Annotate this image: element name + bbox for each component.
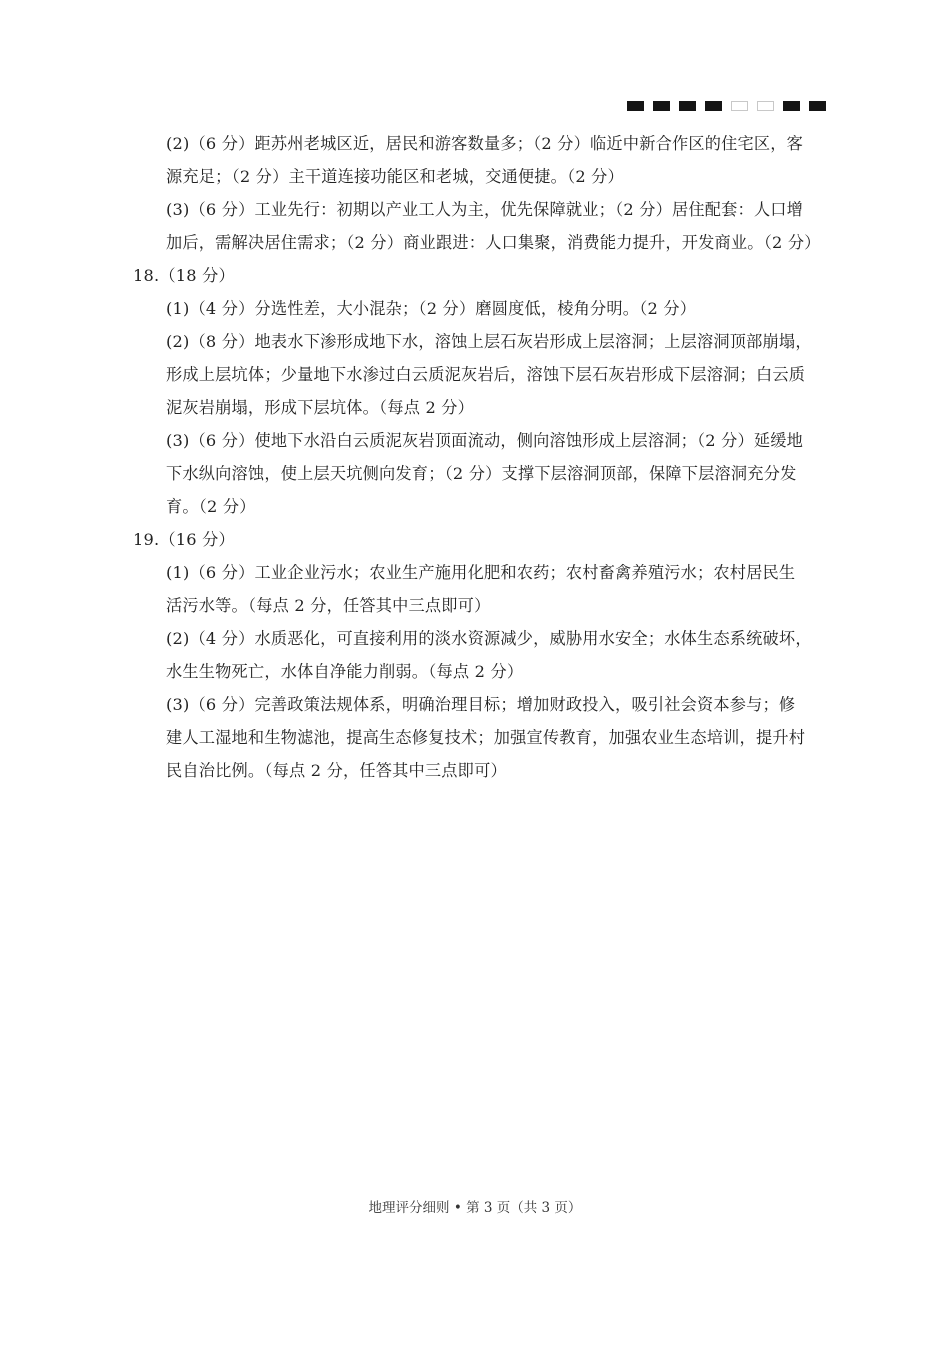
question-heading: 19.（16 分） [133,530,235,549]
page-marker [783,101,800,111]
page-marker [627,101,644,111]
text-line: (1)（4 分）分选性差，大小混杂；（2 分）磨圆度低，棱角分明。（2 分） [166,299,697,318]
text-line: (2)（4 分）水质恶化，可直接利用的淡水资源减少，威胁用水安全；水体生态系统破坏， [166,629,812,648]
page-marker [679,101,696,111]
text-line: 建人工湿地和生物滤池，提高生态修复技术；加强宣传教育，加强农业生态培训，提升村 [166,728,806,747]
text-line: 下水纵向溶蚀，使上层天坑侧向发育；（2 分）支撑下层溶洞顶部，保障下层溶洞充分发 [166,464,797,483]
question-heading: 18.（18 分） [133,266,235,285]
text-line: (2)（8 分）地表水下渗形成地下水，溶蚀上层石灰岩形成上层溶洞；上层溶洞顶部崩塌， [166,332,812,351]
page-marker [705,101,722,111]
text-line: 源充足；（2 分）主干道连接功能区和老城，交通便捷。（2 分） [166,167,624,186]
text-line: 育。（2 分） [166,497,256,516]
page-marker [757,101,774,111]
text-line: 活污水等。（每点 2 分，任答其中三点即可） [166,596,491,615]
text-line: 加后，需解决居住需求；（2 分）商业跟进：人口集聚，消费能力提升，开发商业。（2 分） [166,233,821,252]
text-line: (3)（6 分）工业先行：初期以产业工人为主，优先保障就业；（2 分）居住配套：人口增 [166,200,804,219]
text-line: (1)（6 分）工业企业污水；农业生产施用化肥和农药；农村畜禽养殖污水；农村居民生 [166,563,796,582]
text-line: (3)（6 分）使地下水沿白云质泥灰岩顶面流动，侧向溶蚀形成上层溶洞；（2 分）延缓地 [166,431,804,450]
page-footer: 地理评分细则 • 第 3 页（共 3 页） [368,1200,582,1216]
text-line: 形成上层坑体；少量地下水渗过白云质泥灰岩后，溶蚀下层石灰岩形成下层溶洞；白云质 [166,365,806,384]
text-line: 民自治比例。（每点 2 分，任答其中三点即可） [166,761,507,780]
text-line: (2)（6 分）距苏州老城区近，居民和游客数量多；（2 分）临近中新合作区的住宅区，客 [166,134,804,153]
text-line: 水生生物死亡，水体自净能力削弱。（每点 2 分） [166,662,524,681]
page-marker [653,101,670,111]
page-marker [731,101,748,111]
page-marker-strip [627,101,826,111]
text-line: 泥灰岩崩塌，形成下层坑体。（每点 2 分） [166,398,475,417]
text-line: (3)（6 分）完善政策法规体系，明确治理目标；增加财政投入，吸引社会资本参与；修 [166,695,796,714]
page-marker [809,101,826,111]
